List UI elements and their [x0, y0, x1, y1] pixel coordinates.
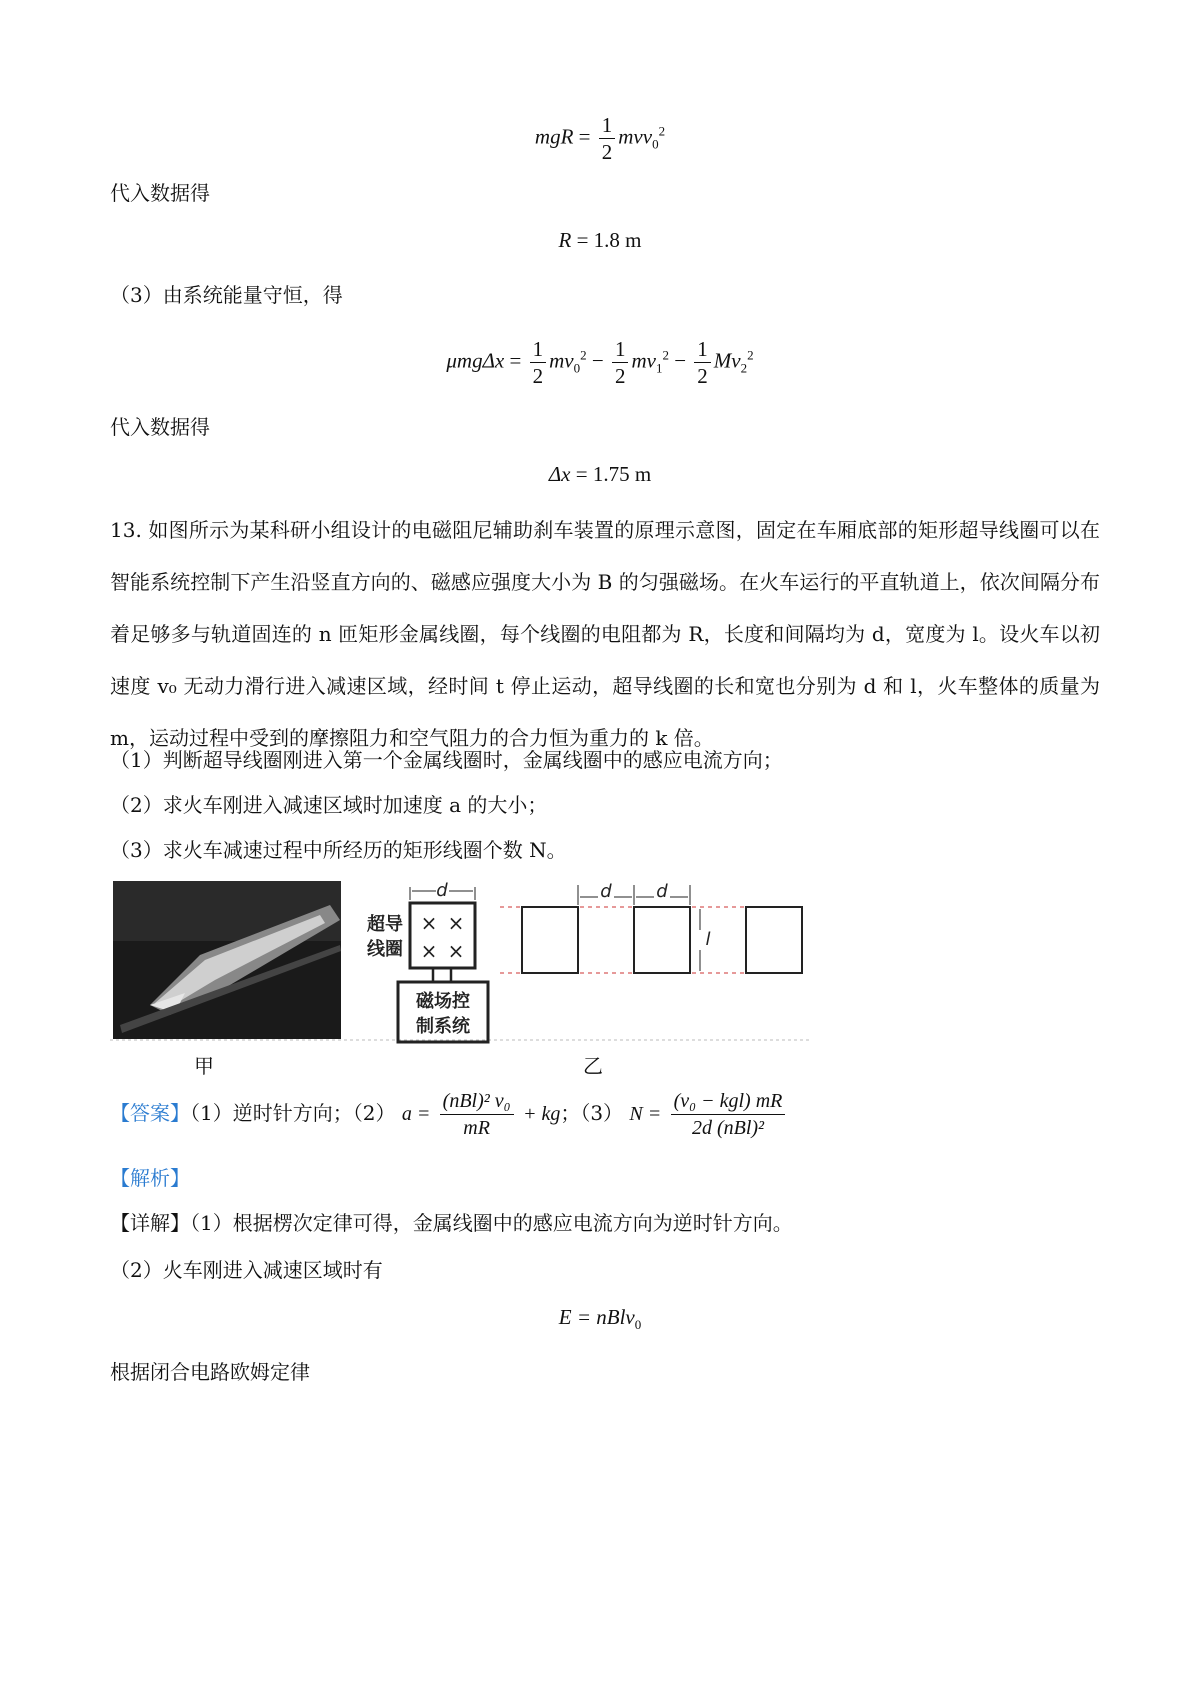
detail-line-3: 根据闭合电路欧姆定律 — [110, 1360, 310, 1384]
superconducting-coil — [367, 880, 488, 1042]
detail-line-1: 【详解】（1）根据楞次定律可得，金属线圈中的感应电流方向为逆时针方向。 — [110, 1211, 793, 1235]
cross-mark: × — [447, 911, 465, 935]
gap-d-label: d — [600, 881, 612, 902]
length-d-label: d — [656, 881, 668, 902]
equation-mgr: mgR = $\frac{1}{2}$ mvv$_0^2$ — [534, 113, 666, 164]
metal-coils — [500, 881, 802, 973]
cross-mark: × — [447, 939, 465, 963]
detail-line-2: （2）火车刚进入减速区域时有 — [110, 1258, 383, 1282]
problem-13-text: 13. 如图所示为某科研小组设计的电磁阻尼辅助刹车装置的原理示意图，固定在车厢底部的矩形超导线圈可以在智能系统控制下产生沿竖直方向的、磁感应强度大小为 B 的匀强磁场。在火车运行的平直轨道上，依次间隔分布着足够多与轨道固连的 n 匝矩形金属线圈，每个线圈的电阻都为 R，长度和间隔均为 d，宽度为 l。设火车以初速度 v₀ 无动力滑行进入减速区域，经时间 t 停止运动，超导线圈的长和宽也分别为 d 和 l，火车整体的质量为 m，运动过程中受到的摩擦阻力和空气阻力的合力恒为重力的 k 倍。 — [110, 518, 1100, 750]
analysis-tag: 【解析】 — [110, 1166, 190, 1190]
cross-mark: × — [420, 939, 438, 963]
equation-emf: E = nBlv$_0$ — [558, 1305, 642, 1333]
text-part3: （3）由系统能量守恒，得 — [110, 283, 343, 307]
question-1: （1）判断超导线圈刚进入第一个金属线圈时，金属线圈中的感应电流方向； — [110, 748, 783, 772]
equation-energy: μmgΔx = $\frac{1}{2}$ $mv_0^2$ − $\frac{1}{2}$ $mv_1^2$ − $\frac{1}{2}$ $Mv_2^2$ — [446, 337, 754, 388]
train-photo — [113, 881, 341, 1039]
control-label: 制系统 — [416, 1016, 470, 1037]
question-3: （3）求火车减速过程中所经历的矩形线圈个数 N。 — [110, 838, 567, 862]
coil-d-label: d — [436, 880, 448, 901]
text-substitute-2: 代入数据得 — [110, 415, 210, 439]
equation-r: R = 1.8 m — [558, 228, 642, 252]
question-2: （2）求火车刚进入减速区域时加速度 a 的大小； — [110, 793, 548, 817]
fraction-half: $\frac{1}{2}$ — [599, 112, 616, 165]
width-l-label: l — [705, 929, 711, 950]
text-substitute-1: 代入数据得 — [110, 181, 210, 205]
figure — [0, 875, 1200, 1075]
answer-tag: 【答案】 — [110, 1101, 190, 1125]
fraction-n: $\frac{\text{(v₀ − kgl) mR}}{\text{2d (nBl)²}}$ — [671, 1088, 786, 1141]
control-label: 磁场控 — [416, 991, 470, 1012]
figure-label-jia: 甲 — [194, 1054, 214, 1078]
figure-label-yi: 乙 — [583, 1054, 603, 1078]
fraction-a: $\frac{\text{(nBl)² v₀}}{mR}$ — [440, 1088, 514, 1141]
cross-mark: × — [420, 911, 438, 935]
answer-line: 【答案】（1）逆时针方向；（2） a = $\frac{\text{(nBl)² v₀}}{mR}$ + kg；（3） N = $\frac{\text{(v₀ − kgl) mR}}{\text{2d (nBl)²}}$ — [110, 1088, 788, 1141]
coil-label: 线圈 — [367, 939, 403, 960]
coil-label: 超导 — [367, 914, 403, 935]
equation-dx: Δx = 1.75 m — [548, 462, 652, 486]
